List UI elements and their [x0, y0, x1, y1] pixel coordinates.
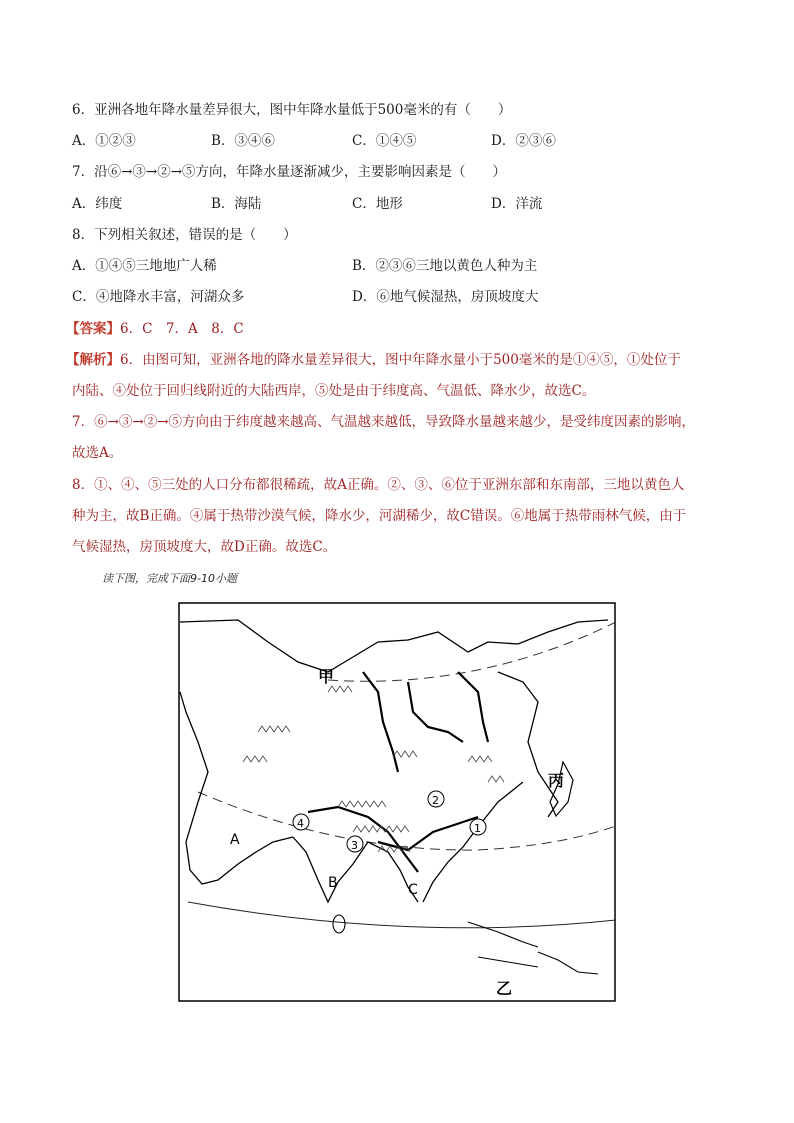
q8-option-b: B．②③⑥三地以黄色人种为主 [352, 258, 538, 274]
label-region-c: C [408, 882, 418, 898]
analysis-p7-line2: 故选A。 [72, 445, 123, 461]
label-region-a: A [230, 832, 240, 848]
answer-text: 6．C 7．A 8．C [120, 321, 244, 337]
q6-option-c: C．①④⑤ [352, 133, 417, 149]
label-jia: 甲 [318, 667, 335, 686]
svg-text:2: 2 [432, 794, 439, 807]
label-region-b: B [328, 875, 338, 891]
answer-tag: 【答案】 [66, 321, 120, 337]
q8-option-a: A．①④⑤三地地广人稀 [72, 258, 217, 274]
q7-option-b: B．海陆 [211, 196, 262, 212]
analysis-p8-line3: 气候湿热，房顶坡度大，故D正确。故选C。 [72, 539, 337, 555]
q7-option-c: C．地形 [352, 196, 403, 212]
label-yi: 乙 [496, 979, 513, 998]
analysis-p6-line1: 6．由图可知，亚洲各地的降水量差异很大，图中年降水量小于500毫米的是①④⑤，①处位于 [120, 352, 681, 368]
svg-text:3: 3 [351, 839, 358, 852]
q8-stem: 8．下列相关叙述，错误的是（ ） [72, 227, 297, 243]
svg-text:1: 1 [474, 822, 481, 835]
analysis-p8-line1: 8．①、④、⑤三处的人口分布都很稀疏，故A正确。②、③、⑥位于亚洲东部和东南部，三地以黄色人 [72, 477, 685, 493]
marker-3 [347, 836, 363, 852]
q8-option-d: D．⑥地气候湿热，房顶坡度大 [352, 289, 539, 305]
q7-option-d: D．洋流 [491, 196, 543, 212]
answer-line [66, 319, 244, 339]
q6-option-d: D．②③⑥ [491, 133, 556, 149]
analysis-p7-line1: 7．⑥→③→②→⑤方向由于纬度越来越高、气温越来越低，导致降水量越来越少，是受纬度因素的影响， [72, 414, 696, 430]
analysis-p8-line2: 种为主，故B正确。④属于热带沙漠气候，降水少，河湖稀少，故C错误。⑥地属于热带雨林气候，由于 [72, 508, 687, 524]
marker-4 [293, 814, 309, 830]
svg-text:4: 4 [297, 817, 304, 830]
analysis-tag: 【解析】 [66, 352, 120, 368]
asia-map [178, 602, 616, 1002]
q8-option-c: C．④地降水丰富，河湖众多 [72, 289, 245, 305]
q7-option-a: A．纬度 [72, 196, 123, 212]
q6-option-b: B．③④⑥ [211, 133, 275, 149]
marker-2 [428, 791, 444, 807]
analysis-p6-line2: 内陆、④处位于回归线附近的大陆西岸，⑤处是由于纬度高、气温低、降水少，故选C。 [72, 383, 596, 399]
q7-stem: 7．沿⑥→③→②→⑤方向，年降水量逐渐减少，主要影响因素是（ ） [72, 164, 507, 180]
label-bing: 丙 [548, 771, 565, 790]
marker-1 [470, 819, 486, 835]
q6-option-a: A．①②③ [72, 133, 136, 149]
q6-stem: 6．亚洲各地年降水量差异很大，图中年降水量低于500毫米的有（ ） [72, 102, 512, 118]
map-caption: 读下图，完成下面9-10小题 [102, 572, 237, 585]
asia-map-svg [178, 602, 616, 1002]
analysis-line-1 [66, 350, 681, 370]
